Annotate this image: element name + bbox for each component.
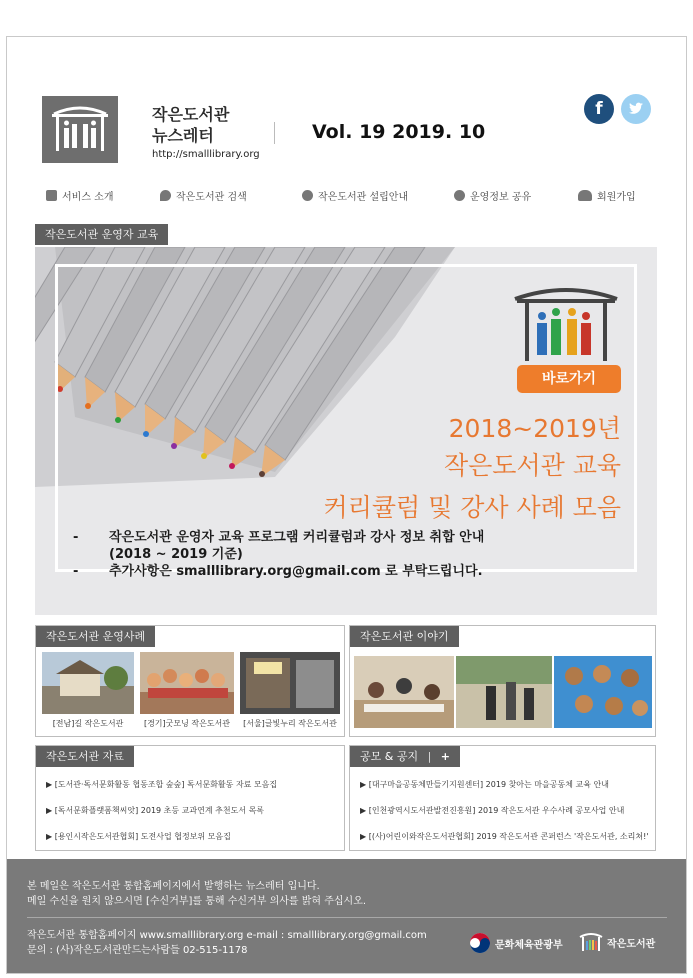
users-icon <box>578 190 592 201</box>
plus-icon[interactable]: + <box>440 750 451 763</box>
nav-label: 운영정보 공유 <box>470 192 532 203</box>
notices-box <box>349 745 656 851</box>
footer-contact-line-1[interactable]: 작은도서관 통합홈페이지 www.smalllibrary.org e-mail : smalllibrary.org@gmail.com <box>27 930 427 941</box>
materials-box <box>35 745 345 851</box>
section-tab-operator-education: 작은도서관 운영자 교육 <box>35 224 168 245</box>
story-box <box>349 625 656 737</box>
case-caption[interactable]: [경기]굿모닝 작은도서관 <box>143 719 231 728</box>
materials-list-item[interactable]: ▶ [독서문화플랫폼책씨앗] 2019 초등 교과연계 추천도서 목록 <box>46 806 265 815</box>
story-photo-2[interactable] <box>456 656 552 728</box>
footer-notice-line-1: 본 메일은 작은도서관 통합홈페이지에서 발행하는 뉴스레터 입니다. <box>27 881 320 892</box>
nav-label: 서비스 소개 <box>62 192 114 203</box>
hero-bullet <box>73 563 633 580</box>
section-tab-cases: 작은도서관 운영사례 <box>36 626 155 647</box>
nav-service-intro[interactable] <box>46 188 113 203</box>
notices-label: 공모 & 공지 <box>360 750 419 763</box>
library-small-icon <box>579 932 603 952</box>
section-tab-materials: 작은도서관 자료 <box>36 746 134 767</box>
footer <box>7 859 686 973</box>
case-photo-1[interactable] <box>42 652 134 714</box>
notices-list-item[interactable]: ▶ [(사)어린이와작은도서관협회] 2019 작은도서관 콘퍼런스 '작은도서관, 소리쳐!' <box>360 832 649 841</box>
bullet-text: 추가사항은 smalllibrary.org@gmail.com 로 부탁드립니다. <box>109 564 483 579</box>
bullet-text: (2018 ~ 2019 기준) <box>109 547 243 562</box>
issue-volume: Vol. 19 2019. 10 <box>312 121 486 143</box>
library-mascot-logo <box>511 283 621 365</box>
bullet-text: 작은도서관 운영자 교육 프로그램 커리큘럼과 강사 정보 취합 안내 <box>109 530 485 545</box>
footer-contact-line-2: 문의 : (사)작은도서관만드는사람들 02-515-1178 <box>27 945 248 956</box>
hero-bullet <box>73 529 633 546</box>
hero-title-line-3: 커리큘럼 및 강사 사례 모음 <box>323 493 621 522</box>
hero-bullet-list <box>73 529 633 580</box>
book-icon <box>46 190 57 201</box>
section-tab-story: 작은도서관 이야기 <box>350 626 459 647</box>
footer-library-logo[interactable] <box>579 932 655 952</box>
library-logo[interactable] <box>42 96 118 163</box>
nav-label: 작은도서관 설립안내 <box>318 192 409 203</box>
hero-bullet <box>73 546 633 563</box>
materials-list-item[interactable]: ▶ [용인시작은도서관협회] 도전사업 협정보위 모음집 <box>46 832 231 841</box>
cases-box <box>35 625 345 737</box>
nav-label: 작은도서관 검색 <box>176 192 247 203</box>
footer-divider <box>27 917 667 918</box>
footer-notice-line-2[interactable]: 메일 수신을 원치 않으시면 [수신거부]를 통해 수신거부 의사를 밝혀 주십시오. <box>27 896 367 907</box>
story-photo-3[interactable] <box>554 656 652 728</box>
map-pin-icon <box>160 190 171 201</box>
library-brand-name: 작은도서관 <box>607 938 656 950</box>
bullet-dash <box>73 546 109 563</box>
nav-library-search[interactable] <box>160 188 247 203</box>
nav-label: 회원가입 <box>597 192 636 203</box>
facebook-glyph: f <box>595 99 603 119</box>
hero-title-line-2: 작은도서관 교육 <box>444 451 621 480</box>
ministry-name: 문화체육관광부 <box>495 939 563 951</box>
bullet-dash: - <box>73 564 79 579</box>
go-to-button[interactable]: 바로가기 <box>517 365 621 393</box>
chat-icon <box>454 190 465 201</box>
nav-operation-share[interactable] <box>454 188 531 203</box>
brand-line-2: 뉴스레터 <box>152 126 214 145</box>
brand-url-link[interactable]: http://smalllibrary.org <box>152 149 260 160</box>
nav-signup[interactable] <box>578 188 636 203</box>
brand-title <box>152 104 229 146</box>
notices-list-item[interactable]: ▶ [인천광역시도서관발전진흥원] 2019 작은도서관 우수사례 공모사업 안내 <box>360 806 625 815</box>
materials-list-item[interactable]: ▶ [도서관·독서문화활동 협동조합 숲숲] 독서문화활동 자료 모음집 <box>46 780 278 789</box>
case-photo-2[interactable] <box>140 652 234 714</box>
info-icon <box>302 190 313 201</box>
case-caption[interactable]: [서울]글빛누리 작은도서관 <box>243 719 337 728</box>
hero-banner[interactable] <box>35 247 657 615</box>
nav-founding-guide[interactable] <box>302 188 408 203</box>
bullet-dash: - <box>73 530 79 545</box>
section-tab-notices[interactable]: 공모 & 공지 | + <box>350 746 460 767</box>
story-photo-1[interactable] <box>354 656 454 728</box>
hero-title-line-1: 2018~2019년 <box>448 414 621 443</box>
taegeuk-icon <box>469 932 491 954</box>
twitter-icon[interactable] <box>621 94 651 124</box>
notices-list-item[interactable]: ▶ [대구마을공동체만들기지원센터] 2019 찾아는 마을공동체 교육 안내 <box>360 780 609 789</box>
top-navigation <box>40 188 660 208</box>
case-photo-3[interactable] <box>240 652 340 714</box>
facebook-icon[interactable] <box>584 94 614 124</box>
header-divider <box>274 122 275 144</box>
brand-line-1: 작은도서관 <box>152 105 230 124</box>
ministry-logo[interactable] <box>469 932 563 954</box>
case-caption[interactable]: [전남]길 작은도서관 <box>52 719 124 728</box>
